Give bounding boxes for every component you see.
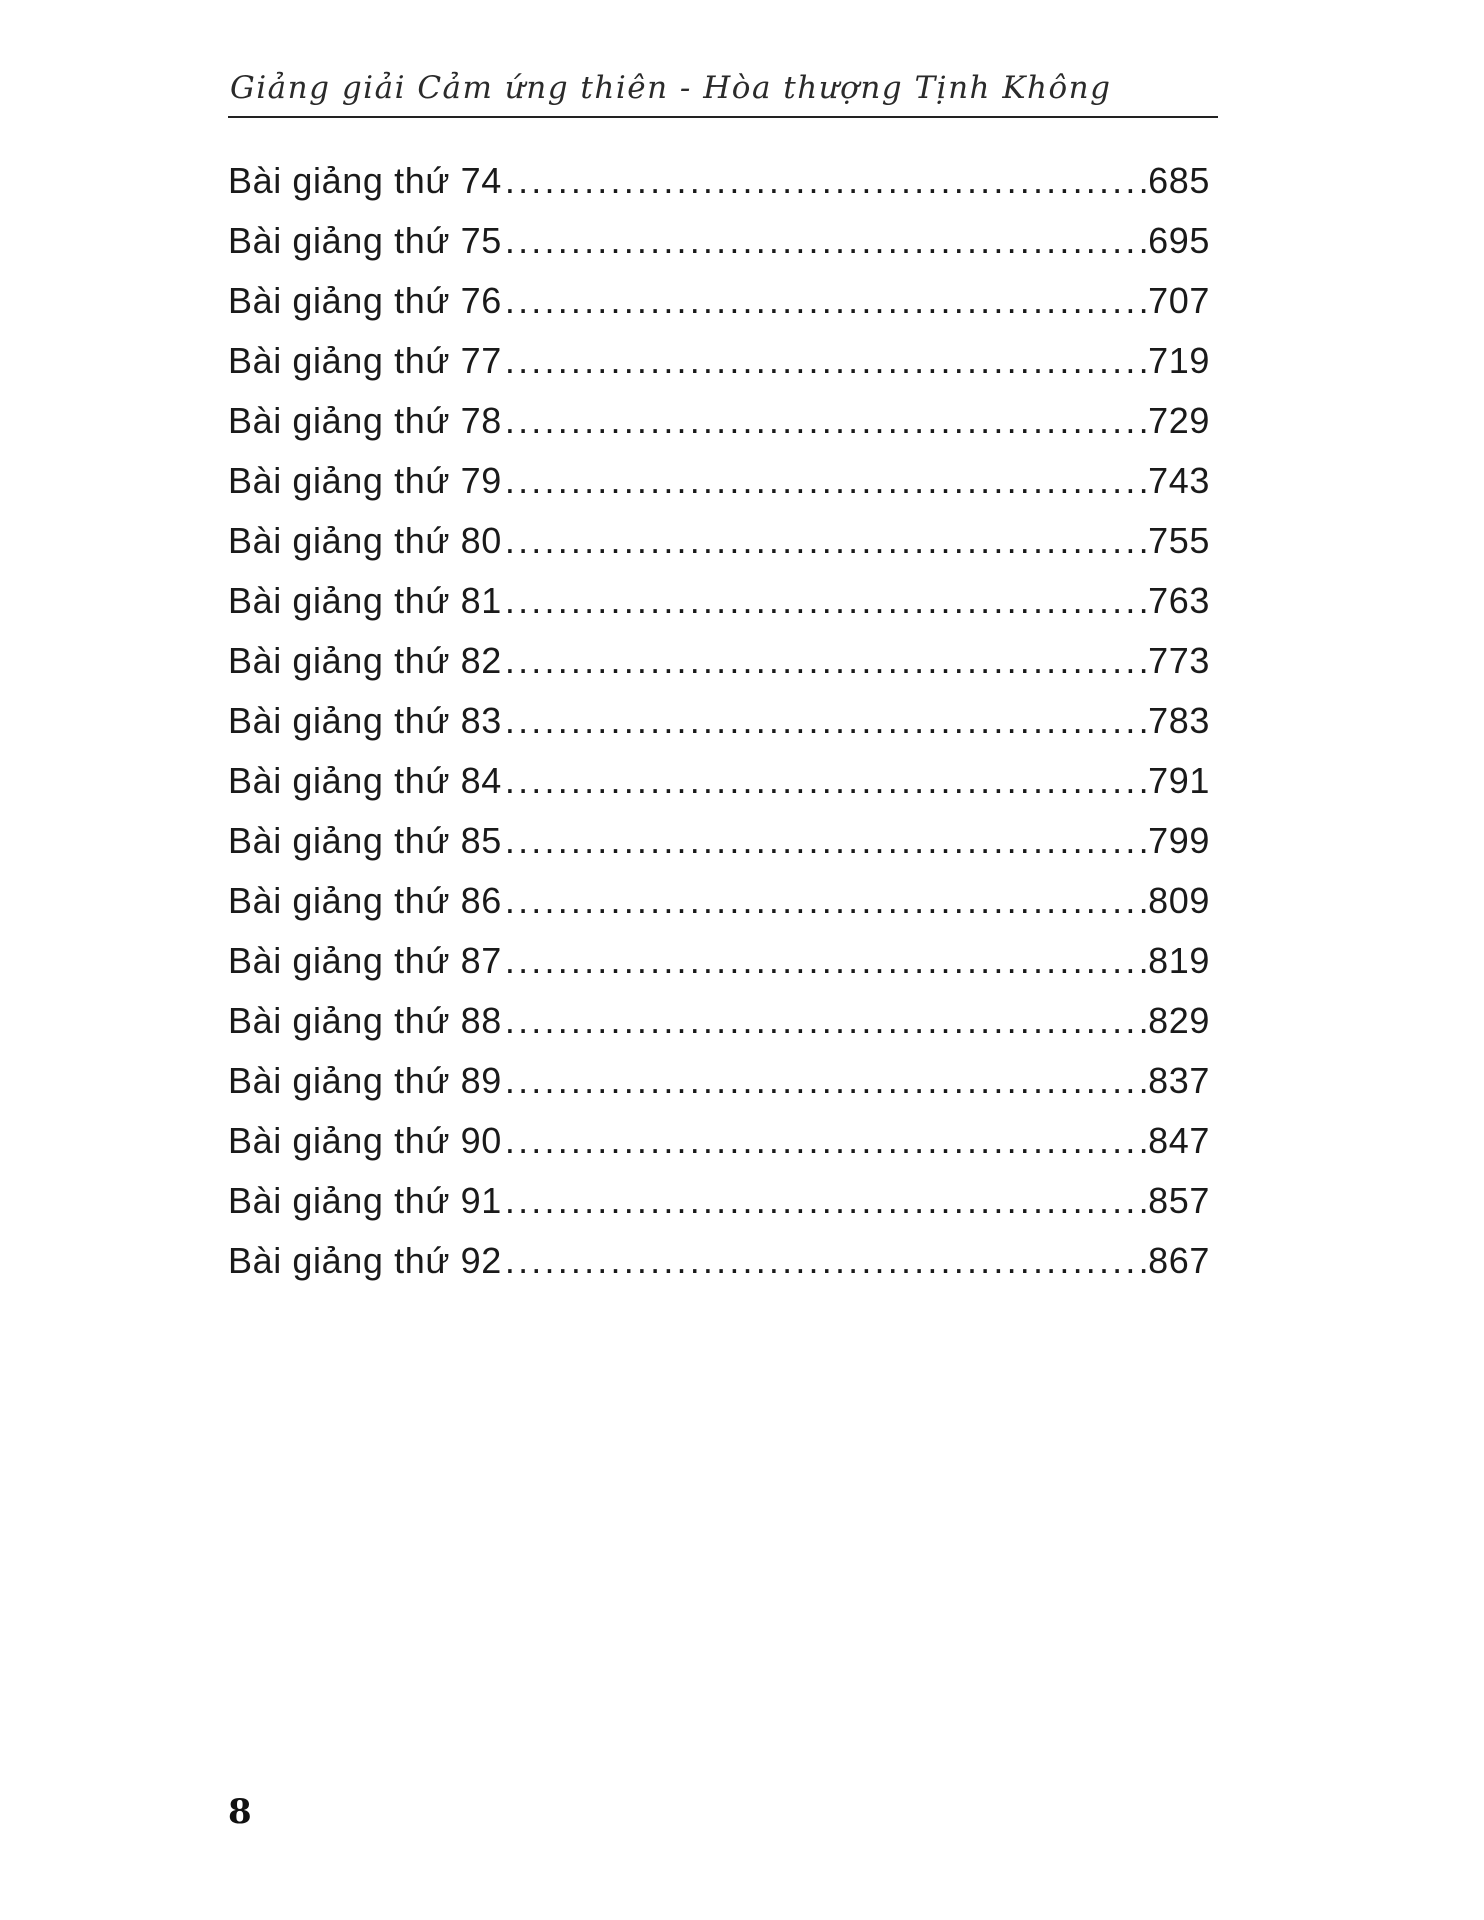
toc-entry[interactable] xyxy=(228,1000,1210,1060)
toc-dot-leader xyxy=(505,460,1146,502)
toc-entry-page: 857 xyxy=(1148,1180,1210,1221)
toc-entry-page: 829 xyxy=(1148,1000,1210,1041)
toc-dot-leader xyxy=(505,220,1146,262)
toc-dot-leader xyxy=(505,820,1146,862)
toc-entry-title: Bài giảng thứ 89 xyxy=(228,1060,502,1101)
toc-dot-leader xyxy=(505,580,1146,622)
toc-entry-title: Bài giảng thứ 88 xyxy=(228,1000,502,1041)
toc-entry-page: 695 xyxy=(1148,220,1210,261)
toc-entry-title: Bài giảng thứ 86 xyxy=(228,880,502,921)
toc-entry-page: 773 xyxy=(1148,640,1210,681)
toc-dot-leader xyxy=(505,700,1146,742)
table-of-contents xyxy=(228,160,1210,1300)
toc-entry-page: 783 xyxy=(1148,700,1210,741)
running-header-title: Giảng giải Cảm ứng thiên - Hòa thượng Tịnh Không xyxy=(230,70,1112,106)
toc-entry-page: 791 xyxy=(1148,760,1210,801)
toc-entry[interactable] xyxy=(228,580,1210,640)
toc-entry-page: 729 xyxy=(1148,400,1210,441)
toc-entry[interactable] xyxy=(228,760,1210,820)
toc-entry-page: 755 xyxy=(1148,520,1210,561)
running-header xyxy=(228,66,1218,118)
toc-dot-leader xyxy=(505,280,1146,322)
toc-entry[interactable] xyxy=(228,160,1210,220)
toc-entry-title: Bài giảng thứ 91 xyxy=(228,1180,502,1221)
toc-dot-leader xyxy=(505,160,1146,202)
toc-entry-page: 763 xyxy=(1148,580,1210,621)
toc-entry[interactable] xyxy=(228,880,1210,940)
toc-entry[interactable] xyxy=(228,220,1210,280)
toc-entry[interactable] xyxy=(228,400,1210,460)
toc-entry[interactable] xyxy=(228,460,1210,520)
toc-dot-leader xyxy=(505,760,1146,802)
toc-entry-title: Bài giảng thứ 76 xyxy=(228,280,502,321)
toc-entry-title: Bài giảng thứ 84 xyxy=(228,760,502,801)
toc-entry-title: Bài giảng thứ 80 xyxy=(228,520,502,561)
toc-entry-title: Bài giảng thứ 81 xyxy=(228,580,502,621)
toc-entry-page: 685 xyxy=(1148,160,1210,201)
toc-entry[interactable] xyxy=(228,1180,1210,1240)
toc-entry-page: 867 xyxy=(1148,1240,1210,1281)
toc-entry-page: 837 xyxy=(1148,1060,1210,1101)
toc-entry[interactable] xyxy=(228,1060,1210,1120)
toc-dot-leader xyxy=(505,520,1146,562)
toc-entry[interactable] xyxy=(228,820,1210,880)
toc-entry-title: Bài giảng thứ 75 xyxy=(228,220,502,261)
toc-entry-title: Bài giảng thứ 79 xyxy=(228,460,502,501)
toc-entry[interactable] xyxy=(228,280,1210,340)
toc-entry-title: Bài giảng thứ 77 xyxy=(228,340,502,381)
toc-dot-leader xyxy=(505,1180,1146,1222)
toc-entry[interactable] xyxy=(228,340,1210,400)
toc-entry[interactable] xyxy=(228,520,1210,580)
toc-dot-leader xyxy=(505,1000,1146,1042)
toc-dot-leader xyxy=(505,940,1146,982)
toc-entry[interactable] xyxy=(228,1240,1210,1300)
toc-entry-title: Bài giảng thứ 74 xyxy=(228,160,502,201)
toc-dot-leader xyxy=(505,340,1146,382)
toc-entry-title: Bài giảng thứ 78 xyxy=(228,400,502,441)
toc-entry[interactable] xyxy=(228,640,1210,700)
toc-entry-page: 707 xyxy=(1148,280,1210,321)
toc-dot-leader xyxy=(505,640,1146,682)
toc-entry-title: Bài giảng thứ 92 xyxy=(228,1240,502,1281)
page-number: 8 xyxy=(228,1792,252,1832)
toc-entry-title: Bài giảng thứ 90 xyxy=(228,1120,502,1161)
toc-entry[interactable] xyxy=(228,1120,1210,1180)
toc-dot-leader xyxy=(505,1120,1146,1162)
toc-entry-page: 799 xyxy=(1148,820,1210,861)
toc-entry-page: 719 xyxy=(1148,340,1210,381)
toc-entry-title: Bài giảng thứ 85 xyxy=(228,820,502,861)
toc-entry-page: 809 xyxy=(1148,880,1210,921)
toc-dot-leader xyxy=(505,400,1146,442)
toc-dot-leader xyxy=(505,880,1146,922)
toc-entry-page: 819 xyxy=(1148,940,1210,981)
toc-entry-title: Bài giảng thứ 82 xyxy=(228,640,502,681)
toc-entry-title: Bài giảng thứ 87 xyxy=(228,940,502,981)
toc-dot-leader xyxy=(505,1060,1146,1102)
toc-entry[interactable] xyxy=(228,700,1210,760)
toc-entry-title: Bài giảng thứ 83 xyxy=(228,700,502,741)
toc-entry-page: 743 xyxy=(1148,460,1210,501)
toc-entry[interactable] xyxy=(228,940,1210,1000)
toc-dot-leader xyxy=(505,1240,1146,1282)
toc-entry-page: 847 xyxy=(1148,1120,1210,1161)
